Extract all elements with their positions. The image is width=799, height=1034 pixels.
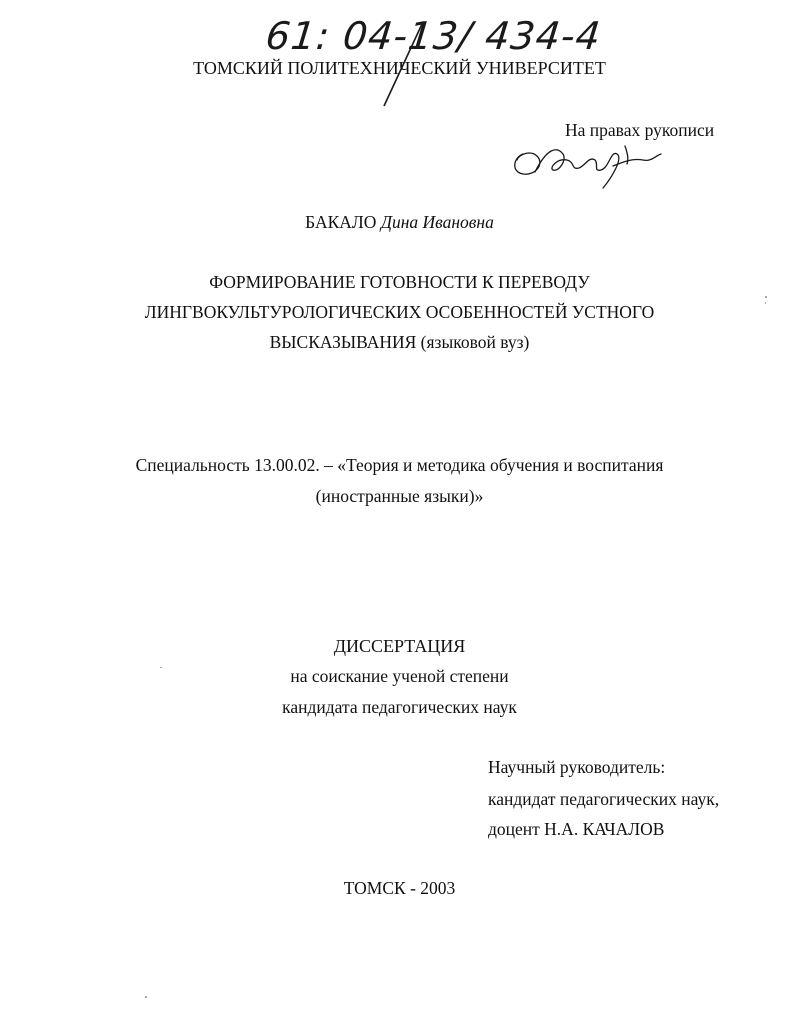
dissertation-title-line: ФОРМИРОВАНИЕ ГОТОВНОСТИ К ПЕРЕВОДУ [209,272,590,292]
city-year: ТОМСК - 2003 [343,878,456,898]
author-surname: БАКАЛО [305,212,377,232]
dissertation-title-line: ВЫСКАЗЫВАНИЯ (языковой вуз) [269,332,530,352]
author-name [0,212,799,233]
supervisor-label: Научный руководитель: [488,757,666,777]
document-type: ДИССЕРТАЦИЯ [333,636,466,656]
manuscript-rights-label: На правах рукописи [565,120,715,140]
specialty-line: (иностранные языки)» [315,486,484,506]
scan-speck [160,667,162,668]
scan-speck [765,296,767,298]
specialty-line: Специальность 13.00.02. – «Теория и методика обучения и воспитания [135,455,664,475]
scan-speck [145,996,147,998]
supervisor-name: доцент Н.А. КАЧАЛОВ [488,819,665,839]
degree-line: кандидата педагогических наук [282,697,517,717]
author-signature [505,136,665,196]
dissertation-title-line: ЛИНГВОКУЛЬТУРОЛОГИЧЕСКИХ ОСОБЕННОСТЕЙ УСТНОГО [144,302,655,322]
catalog-code-handwritten: 61: 04-13/ 434-4 [263,14,604,58]
university-name: ТОМСКИЙ ПОЛИТЕХНИЧЕСКИЙ УНИВЕРСИТЕТ [193,58,606,78]
degree-line: на соискание ученой степени [290,666,509,686]
supervisor-degree: кандидат педагогических наук, [488,789,720,809]
author-given-names: Дина Ивановна [380,212,494,232]
scan-speck [765,302,766,304]
